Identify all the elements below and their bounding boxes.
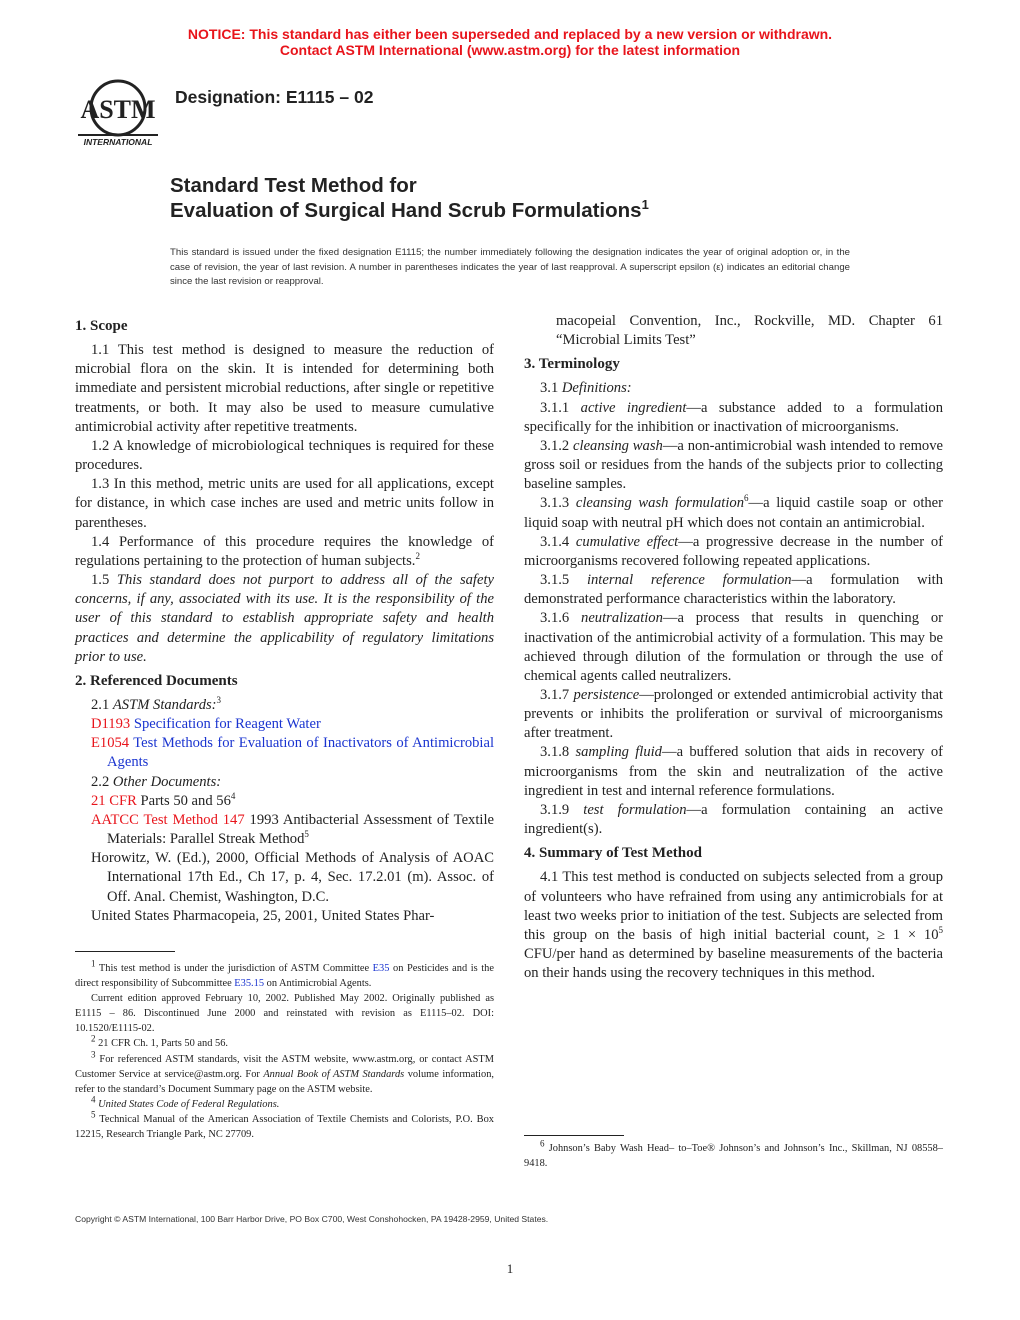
text-run: 3.1.2 <box>540 437 574 454</box>
title-line-1: Standard Test Method for <box>170 174 417 197</box>
page-number: 1 <box>506 1261 514 1276</box>
paragraph <box>524 868 943 983</box>
footnote <box>524 1138 943 1171</box>
text-run: —a buffered solution that aids in recovery of microorganisms from the skin and neutralization of the active ingredient in test and internal reference formulations. <box>524 744 943 799</box>
text-run: 2. Referenced Documents <box>75 672 238 689</box>
reference-link[interactable]: AATCC Test Method 147 <box>91 811 245 828</box>
reference-link[interactable]: E1054 <box>91 735 130 752</box>
logo-text: ASTM <box>80 95 156 124</box>
text-run: 1.1 This test method is designed to measure the reduction of microbial flora on the skin. It is intended for determining both immediate and persistent microbial reductions, after single or repetitive treatments, or both. It may also be used to measure cumulative antimicrobial activity after repetitive treatments. <box>75 342 494 435</box>
paragraph <box>75 475 494 532</box>
text-run: 4.1 This test method is conducted on subjects selected from a group of volunteers who have refrained from using any antimicrobials for at least two weeks prior to initiation of the test. Subjects are selected from this group on the basis of high initial bacterial count, ≥ 1 × 10 <box>524 869 943 943</box>
reference-entry <box>75 849 494 906</box>
footnote-divider <box>524 1135 624 1136</box>
footnote-mark: 6 <box>540 1138 545 1149</box>
reference-link[interactable]: Specification for Reagent Water <box>130 716 321 733</box>
designation: Designation: E1115 – 02 <box>175 87 374 107</box>
text-run: —prolonged or extended antimicrobial activity that prevents or inhibits the proliferation or survival of microorganisms after treatment. <box>524 686 943 742</box>
text-run: sampling fluid <box>575 744 662 761</box>
text-run: cleansing wash formulation <box>575 495 744 512</box>
text-run: 3.1.1 <box>540 399 581 416</box>
text-run: This standard does not purport to address all of the safety concerns, if any, associated with its use. It is the responsibility of the user of this standard to establish appropriate safety and health practices and determine the applicability of regulatory limitations prior to use. <box>75 572 494 665</box>
footnote-mark: 5 <box>938 924 943 935</box>
paragraph <box>524 399 943 437</box>
title-footnote-mark: 1 <box>641 197 649 213</box>
footnote-divider <box>75 951 175 952</box>
reference-link[interactable]: E35 <box>372 963 390 974</box>
text-run: 3.1 <box>540 380 562 397</box>
text-run: 1.4 Performance of this procedure requires the knowledge of regulations pertaining to the protection of human subjects. <box>75 533 494 569</box>
text-run: persistence <box>573 686 640 703</box>
reference-entry <box>75 715 494 734</box>
text-run: 1.5 <box>91 572 117 589</box>
paragraph <box>75 773 494 792</box>
footnote-mark: 2 <box>415 551 420 562</box>
text-run: CFU/per hand as determined by baseline measurements of the bacteria on their hands using the recovery techniques in this method. <box>524 946 943 982</box>
text-run: Current edition approved February 10, 2002. Published May 2002. Originally published as E1115 – 86. Discontinued June 2000 and reinstated with revision as E1115–02. DOI: 10.1520/E1115-02. <box>75 993 494 1035</box>
text-run: 1993 Antibacterial Assessment of Textile Materials: Parallel Streak Method <box>107 811 494 848</box>
text-run: 3.1.3 <box>540 495 576 512</box>
footnote <box>75 1109 494 1142</box>
text-run: —a process that results in quenching or inactivation of the antimicrobial activity of a formulation. This may be achieved through dilution of the formulation or through the use of chemical agents called neutralizers. <box>524 610 943 684</box>
footnote-mark: 5 <box>304 829 309 840</box>
text-run: ASTM Standards: <box>112 696 217 713</box>
section-heading <box>75 672 494 691</box>
text-run: Definitions: <box>561 380 632 397</box>
text-run: —a non-antimicrobial wash intended to remove gross soil or residues from the hands of the subjects prior to collecting baseline samples. <box>524 437 943 493</box>
text-run: 3. Terminology <box>524 356 620 373</box>
footnote-mark: 3 <box>216 695 222 706</box>
paragraph <box>75 696 494 715</box>
logo-subtext: INTERNATIONAL <box>83 137 153 147</box>
text-run: —a progressive decrease in the number of microorganisms recovered following repeated applications. <box>524 533 943 569</box>
footnote-mark: 5 <box>91 1109 96 1120</box>
text-run: 2.1 <box>91 696 113 713</box>
paragraph <box>524 609 943 686</box>
notice-line-1: NOTICE: This standard has either been superseded and replaced by a new version or withdrawn. <box>187 26 833 42</box>
text-run: on Antimicrobial Agents. <box>264 978 372 990</box>
paragraph <box>75 533 494 571</box>
text-run: volume information, refer to the standard’s Document Summary page on the ASTM website. <box>75 1068 494 1095</box>
reference-link[interactable]: 21 CFR <box>91 792 137 809</box>
text-run: —a liquid castile soap or other liquid soap with neutral pH which does not contain an antimicrobial. <box>524 495 944 531</box>
paragraph <box>524 437 943 494</box>
text-run: —a formulation containing an active ingredient(s). <box>524 801 943 838</box>
text-run: —a substance added to a formulation specifically for the inhibition or inactivation of microorganisms. <box>524 399 943 435</box>
text-run: 1.3 In this method, metric units are used for all applications, except for distance, in which case inches are used and metric units follow in parentheses. <box>75 476 494 531</box>
text-run: neutralization <box>581 610 663 627</box>
text-run: For referenced ASTM standards, visit the ASTM website, www.astm.org, or contact ASTM Customer Service at service@astm.org. For <box>75 1053 494 1080</box>
text-run: United States Pharmacopeia, 25, 2001, United States Phar- <box>91 907 435 924</box>
text-run: —a formulation with demonstrated performance characteristics within the laboratory. <box>524 572 943 608</box>
footnote-mark: 1 <box>91 958 96 969</box>
paragraph <box>524 379 943 398</box>
footnote <box>75 991 494 1036</box>
text-run: 3.1.5 <box>540 572 587 589</box>
reference-link[interactable]: D1193 <box>91 716 131 733</box>
text-run: 3.1.9 <box>540 801 584 818</box>
text-run: 21 CFR Ch. 1, Parts 50 and 56. <box>95 1038 228 1050</box>
astm-logo <box>76 78 160 148</box>
reference-entry <box>75 811 494 849</box>
text-run: 1. Scope <box>75 318 128 334</box>
footnote <box>75 1049 494 1097</box>
reference-link[interactable]: E35.15 <box>234 978 265 990</box>
footnote <box>75 958 494 991</box>
footnote-mark: 4 <box>91 1094 96 1105</box>
text-run: This test method is under the jurisdiction of ASTM Committee <box>95 963 373 974</box>
paragraph <box>524 312 943 350</box>
left-column <box>75 312 494 926</box>
paragraph <box>524 571 943 609</box>
document-title <box>170 173 649 223</box>
section-heading <box>524 355 943 374</box>
text-run: United States Code of Federal Regulations. <box>98 1098 280 1110</box>
reference-entry <box>75 734 494 772</box>
paragraph <box>75 341 494 437</box>
text-run: cumulative effect <box>575 533 679 550</box>
text-run: Other Documents: <box>112 773 222 790</box>
text-run: Parts 50 and 56 <box>136 792 231 809</box>
paragraph <box>524 533 943 571</box>
footnote-mark: 2 <box>91 1034 96 1044</box>
footnotes-left <box>75 958 494 1142</box>
notice-line-2: Contact ASTM International (www.astm.org) for the latest information <box>279 41 741 58</box>
footnote-mark: 6 <box>744 493 749 504</box>
text-run: 3.1.8 <box>540 744 576 761</box>
text-run: 3.1.6 <box>540 610 582 627</box>
text-run: 2.2 <box>91 773 113 790</box>
text-run: cleansing wash <box>573 437 663 454</box>
reference-entry <box>75 907 494 926</box>
footnotes-right <box>524 1138 943 1171</box>
text-run: active ingredient <box>580 399 687 416</box>
title-line-2: Evaluation of Surgical Hand Scrub Formulations <box>170 199 642 222</box>
reference-entry <box>75 792 494 811</box>
footnote-mark: 4 <box>230 790 236 801</box>
paragraph <box>524 801 943 839</box>
paragraph <box>524 743 943 800</box>
text-run: Horowitz, W. (Ed.), 2000, Official Methods of Analysis of AOAC International 17th Ed., Ch 17, p. 4, Sec. 17.2.01 (m). Assoc. of Off. Anal. Chemist, Washington, D.C. <box>91 850 494 905</box>
text-run: macopeial Convention, Inc., Rockville, MD. Chapter 61 “Microbial Limits Test” <box>556 313 943 349</box>
text-run: on Pesticides and is the direct responsibility of Subcommittee <box>75 963 494 990</box>
text-run: Technical Manual of the American Association of Textile Chemists and Colorists, P.O. Box 12215, Research Triangle Park, NC 27709. <box>75 1113 494 1141</box>
footnote <box>75 1036 494 1051</box>
text-run: Annual Book of ASTM Standards <box>263 1068 405 1080</box>
copyright: Copyright © ASTM International, 100 Barr Harbor Drive, PO Box C700, West Conshohocken, PA 19428-2959, United States. <box>75 1214 549 1224</box>
paragraph <box>524 686 943 743</box>
paragraph <box>75 571 494 667</box>
issuance-note: This standard is issued under the fixed designation E1115; the number immediately following the designation indicates the year of original adoption or, in the case of revision, the year of last revision. A number in parentheses indicates the year of last reapproval. A superscript epsilon (ε) indicates an editorial change since the last revision or reapproval. <box>170 247 850 288</box>
text-run: Johnson’s Baby Wash Head– to–Toe® Johnson’s and Johnson’s Inc., Skillman, NJ 08558–9418. <box>524 1143 943 1170</box>
paragraph <box>524 494 943 532</box>
text-run: 3.1.7 <box>540 686 574 703</box>
withdrawn-notice <box>0 27 1020 58</box>
text-run: internal reference formulation <box>586 572 792 589</box>
text-run: 4. Summary of Test Method <box>524 845 702 862</box>
right-column <box>524 312 943 983</box>
text-run: 1.2 A knowledge of microbiological techniques is required for these procedures. <box>75 437 494 474</box>
footnote <box>75 1094 494 1112</box>
footnote-mark: 3 <box>91 1049 96 1060</box>
text-run: 3.1.4 <box>540 533 576 550</box>
text-run: test formulation <box>583 801 687 818</box>
reference-link[interactable]: Test Methods for Evaluation of Inactivators of Antimicrobial Agents <box>107 735 494 771</box>
section-heading <box>524 844 943 863</box>
paragraph <box>75 437 494 475</box>
section-heading <box>75 317 494 336</box>
